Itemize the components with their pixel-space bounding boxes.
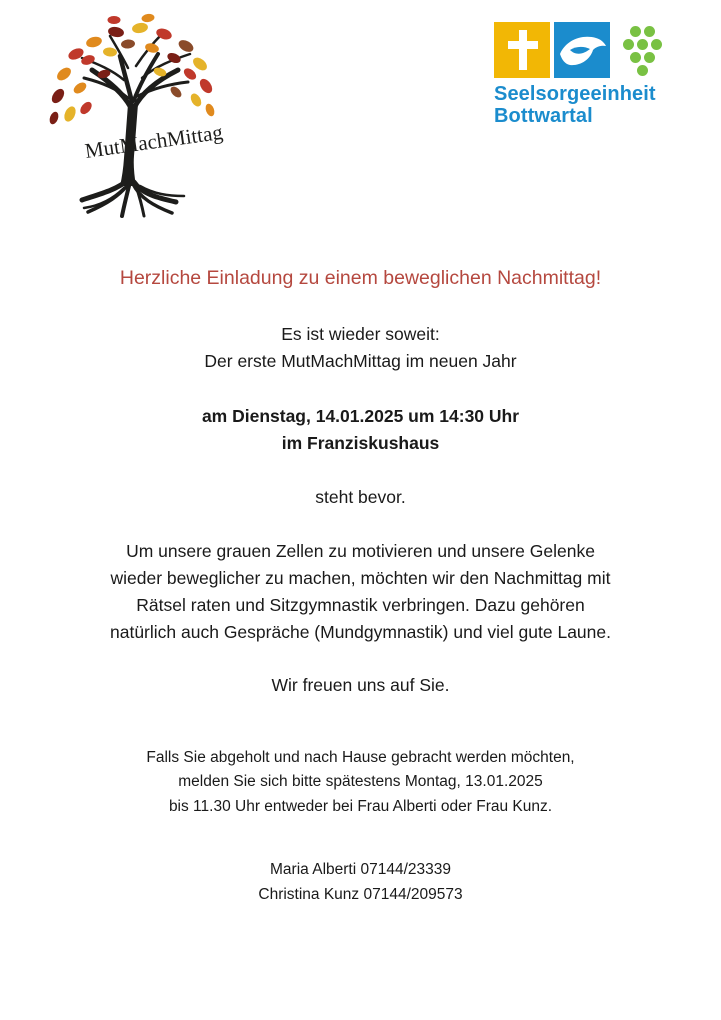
grapes-icon bbox=[616, 26, 668, 76]
pickup-line-2: melden Sie sich bitte spätestens Montag, 13.01.2025 bbox=[178, 773, 543, 791]
logo-wordmark-line1: Seelsorgeeinheit bbox=[494, 83, 656, 105]
body-line-2: wieder beweglicher zu machen, möchten wir den Nachmittag mit bbox=[110, 568, 611, 589]
contact-line-2: Christina Kunz 07144/209573 bbox=[258, 885, 463, 903]
intro-paragraph bbox=[34, 321, 687, 375]
contact-paragraph bbox=[34, 858, 687, 908]
event-datetime: am Dienstag, 14.01.2025 um 14:30 Uhr bbox=[201, 405, 520, 426]
event-details bbox=[34, 403, 687, 457]
logo-color-blocks bbox=[494, 22, 676, 80]
headline: Herzliche Einladung zu einem beweglichen Nachmittag! bbox=[119, 267, 602, 289]
tree-logo-wordmark: MutMachMittag bbox=[83, 119, 225, 163]
logo-wordmark-line2: Bottwartal bbox=[494, 104, 593, 127]
logo-wordmark bbox=[494, 84, 684, 127]
body-line-1: Um unsere grauen Zellen zu motivieren und unsere Gelenke bbox=[126, 540, 595, 561]
intro-line-1: Es ist wieder soweit: bbox=[281, 324, 440, 345]
body-paragraph bbox=[34, 538, 687, 647]
pickup-line-3: bis 11.30 Uhr entweder bei Frau Alberti oder Frau Kunz. bbox=[168, 798, 553, 816]
seelsorgeeinheit-logo bbox=[494, 22, 684, 132]
contact-line-1: Maria Alberti 07144/23339 bbox=[270, 860, 451, 878]
tree-icon bbox=[24, 8, 246, 230]
steht-bevor-line: steht bevor. bbox=[315, 486, 406, 507]
header-logos bbox=[0, 0, 721, 236]
flyer-content bbox=[0, 266, 721, 908]
body-line-3: Rätsel raten und Sitzgymnastik verbringen. Dazu gehören bbox=[136, 595, 585, 616]
intro-line-2: Der erste MutMachMittag im neuen Jahr bbox=[204, 351, 517, 372]
event-location: im Franziskushaus bbox=[281, 432, 440, 453]
closing-line: Wir freuen uns auf Sie. bbox=[271, 675, 450, 696]
pickup-paragraph bbox=[34, 746, 687, 820]
cross-icon bbox=[508, 30, 538, 70]
mutmachmittag-tree-logo bbox=[24, 8, 246, 230]
pickup-line-1: Falls Sie abgeholt und nach Hause gebracht werden möchten, bbox=[146, 748, 575, 766]
dove-icon bbox=[556, 32, 608, 70]
body-line-4: natürlich auch Gespräche (Mundgymnastik) und viel gute Laune. bbox=[110, 622, 611, 643]
